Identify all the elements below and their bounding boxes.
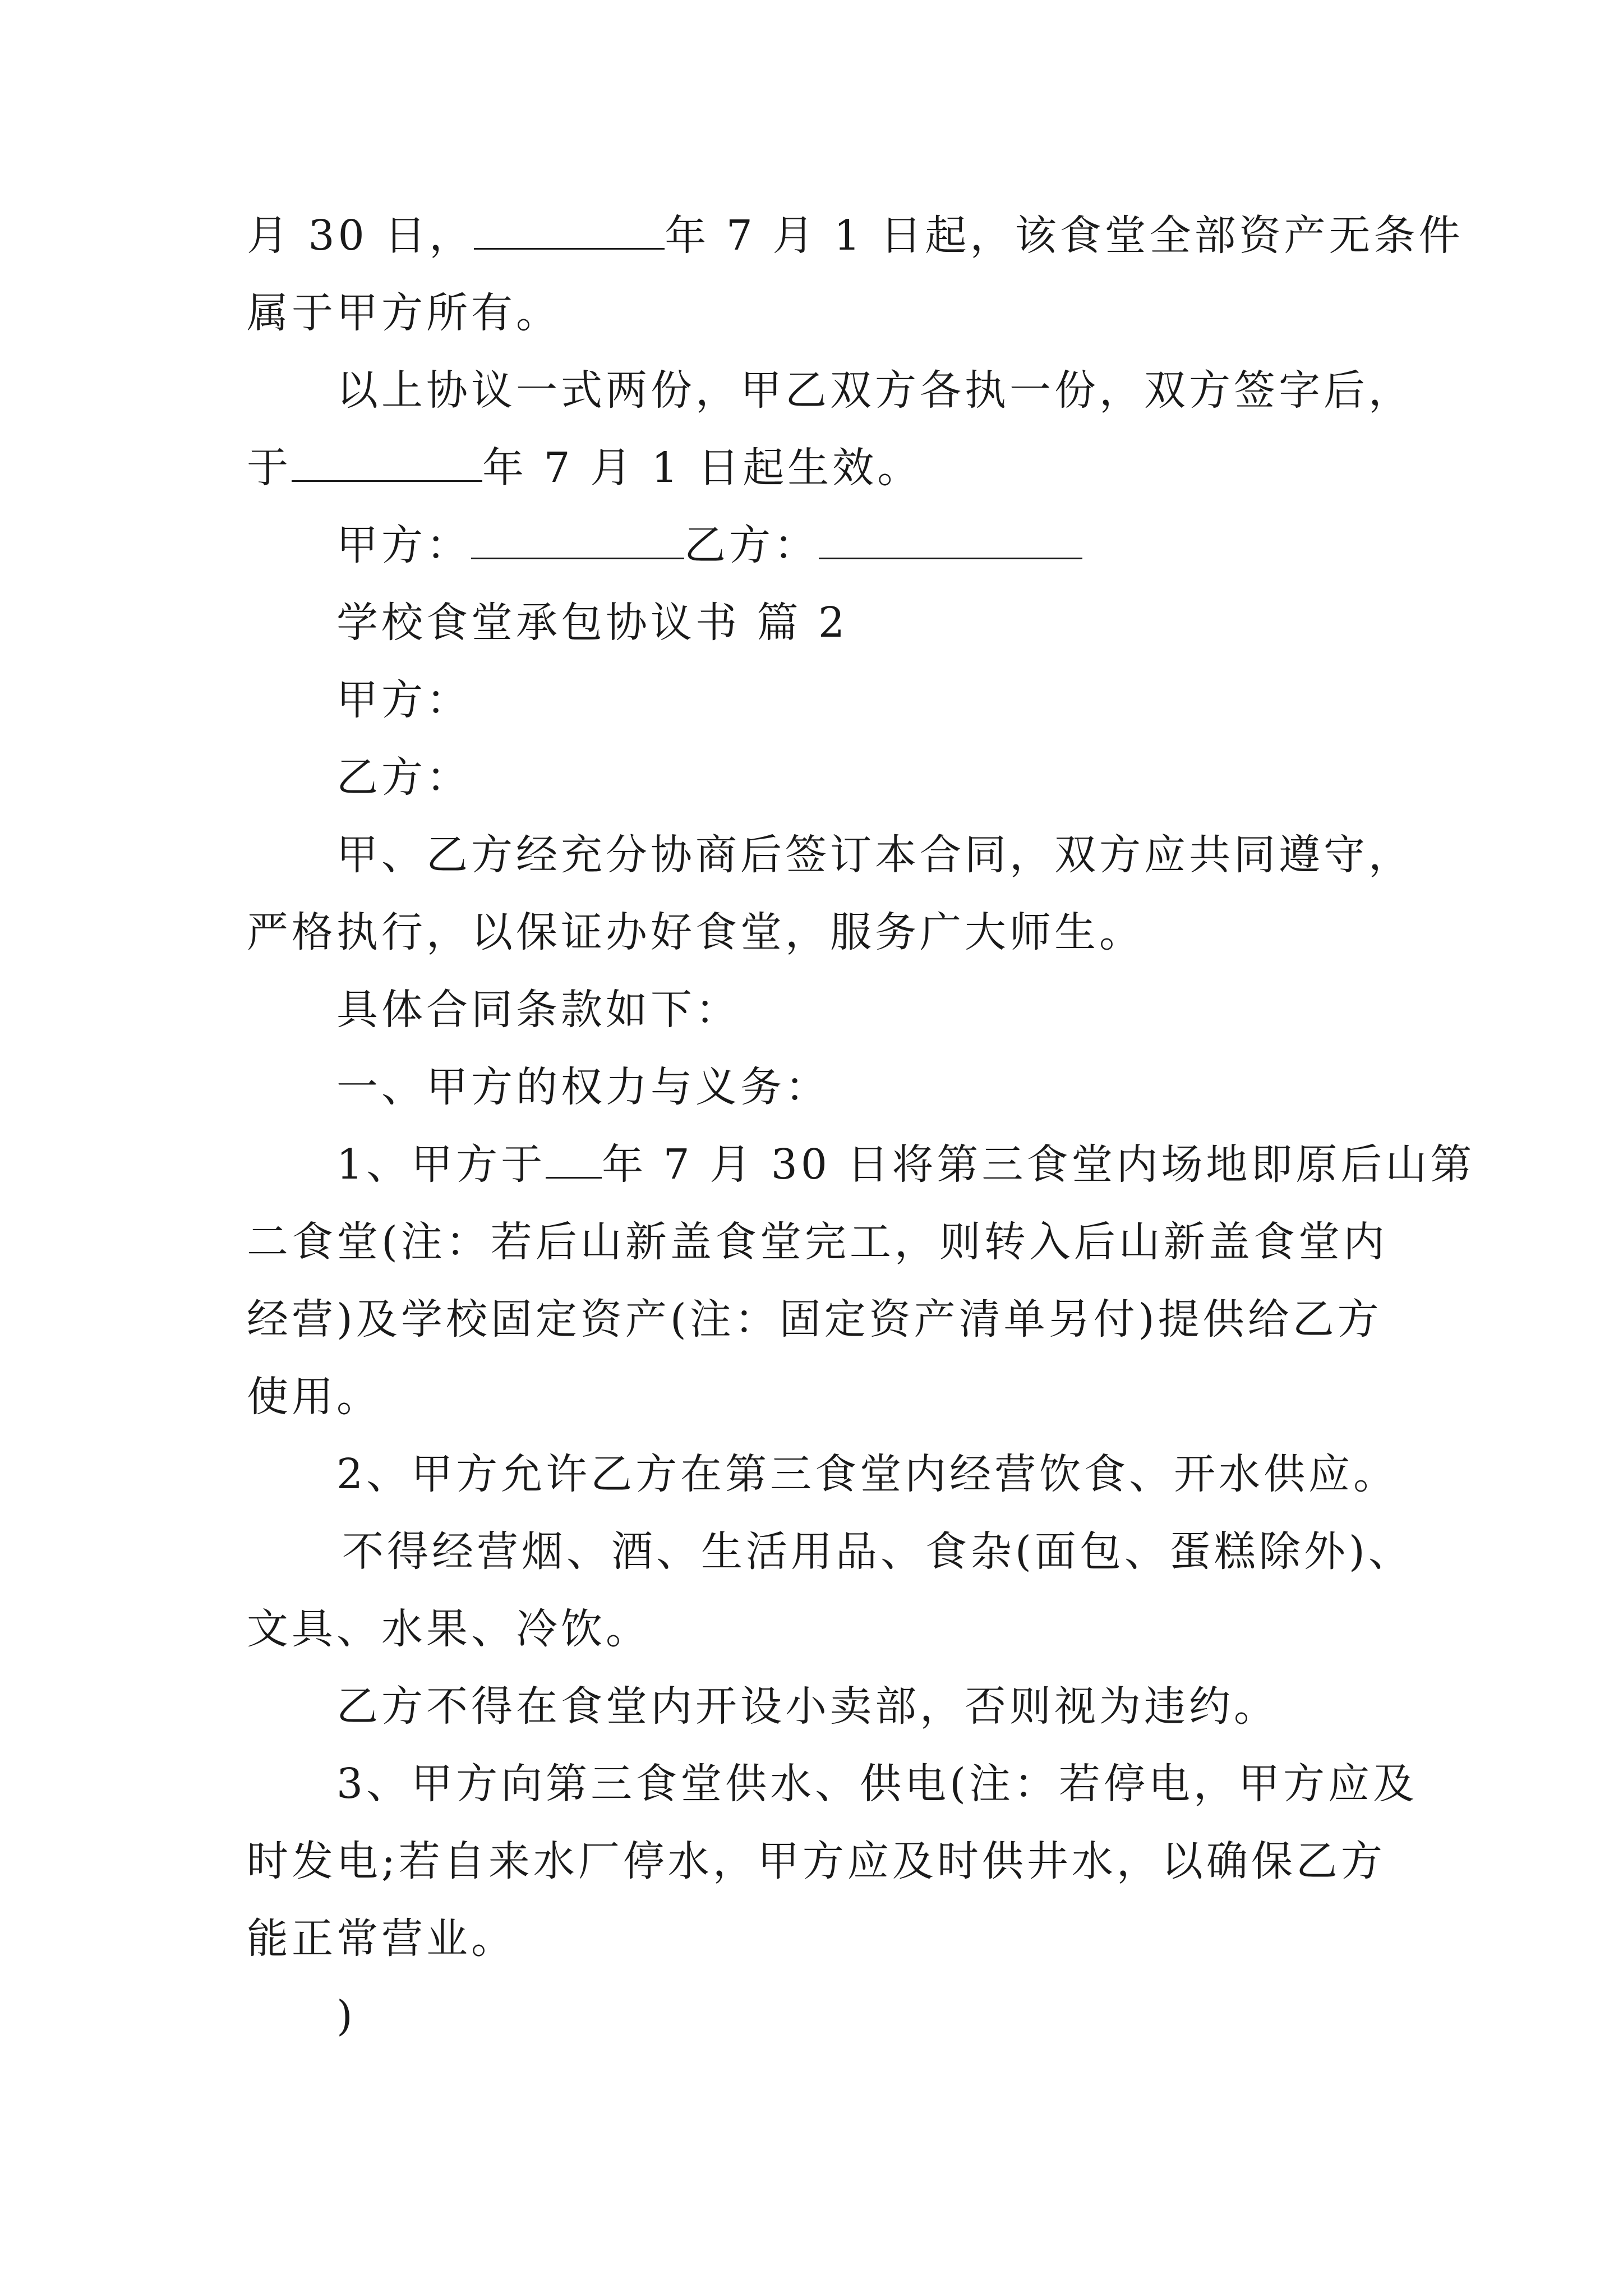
text-line: 乙方不得在食堂内开设小卖部，否则视为违约。	[336, 1682, 1279, 1731]
section-title: 学校食堂承包协议书 篇 2	[336, 599, 849, 647]
fill-in-blank	[474, 209, 665, 250]
party-b-label: 乙方：	[684, 521, 819, 569]
signature-line	[247, 517, 1396, 573]
line-text: 年 7 月 1 日起生效。	[482, 444, 923, 492]
text-line: 2、甲方允许乙方在第三食堂内经营饮食、开水供应。	[336, 1450, 1399, 1498]
line-text: 年 7 月 30 日将第三食堂内场地即原后山第	[602, 1140, 1476, 1189]
text-line	[247, 440, 1396, 496]
text-line: 使用。	[247, 1373, 381, 1421]
text-line: 甲、乙方经充分协商后签订本合同，双方应共同遵守，	[336, 831, 1413, 879]
text-line: 属于甲方所有。	[247, 289, 561, 337]
line-text: 月 30 日，	[247, 211, 474, 260]
text-line	[247, 208, 1464, 264]
text-line: 以上协议一式两份，甲乙双方各执一份，双方签字后，	[336, 366, 1413, 415]
line-text: 于	[247, 444, 292, 492]
text-line: 文具、水果、冷饮。	[247, 1605, 651, 1653]
line-text: 年 7 月 1 日起，该食堂全部资产无条件	[665, 211, 1464, 260]
fill-in-blank	[546, 1138, 602, 1179]
line-text: 1、甲方于	[336, 1140, 546, 1189]
text-line: 具体合同条款如下：	[336, 986, 740, 1034]
text-line	[247, 1137, 1476, 1193]
text-line: )	[336, 1992, 356, 2040]
party-a-label: 甲方：	[336, 521, 471, 569]
text-line: 不得经营烟、酒、生活用品、食杂(面包、蛋糕除外)、	[342, 1527, 1413, 1576]
text-line: 一、甲方的权力与义务：	[336, 1063, 830, 1111]
text-line: 时发电;若自来水厂停水，甲方应及时供井水，以确保乙方	[247, 1837, 1386, 1885]
party-b-blank	[819, 518, 1082, 559]
text-line: 能正常营业。	[247, 1915, 516, 1963]
text-line: 乙方：	[336, 753, 471, 802]
fill-in-blank	[292, 441, 482, 482]
text-line: 经营)及学校固定资产(注：固定资产清单另付)提供给乙方	[247, 1295, 1382, 1343]
text-line: 二食堂(注：若后山新盖食堂完工，则转入后山新盖食堂内	[247, 1218, 1388, 1266]
document-page	[247, 208, 1476, 2065]
text-line: 甲方：	[336, 676, 471, 724]
party-a-blank	[471, 518, 684, 559]
text-line: 3、甲方向第三食堂供水、供电(注：若停电，甲方应及	[336, 1760, 1418, 1808]
text-line: 严格执行，以保证办好食堂，服务广大师生。	[247, 908, 1144, 956]
